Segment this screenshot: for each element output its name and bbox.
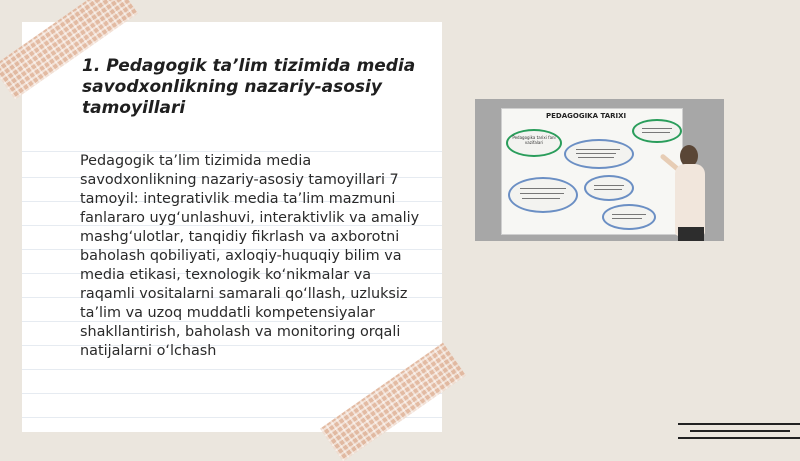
slide-body-text: Pedagogik ta’lim tizimida media savodxonlikning nazariy-asosiy tamoyillari 7 tamoyil: integrativlik media ta’lim mazmuni fanlararo uyg‘unlashuvi, interaktivlik va amaliy mashg‘ulotlar, tanqidiy fikrlash va axborotni baholash qobiliyati, axloqiy-huquqiy bilim va media etikasi, texnologik ko‘nikmalar va raqamli vositalarni samarali qo‘llash, uzluksiz ta’lim va uzoq muddatli kompetensiyalar shakllantirish, baholash va monitoring orqali natijalarni o‘lchash <box>80 153 420 359</box>
teacher-figure <box>675 164 705 236</box>
whiteboard-oval-6 <box>602 204 656 230</box>
decorative-line-1 <box>678 423 800 425</box>
slide-title: 1. Pedagogik ta’lim tizimida media savodxonlikning nazariy-asosiy tamoyillari <box>82 56 416 118</box>
decorative-line-2 <box>690 430 790 432</box>
whiteboard-oval-5 <box>584 175 634 201</box>
whiteboard-oval-4 <box>508 177 578 213</box>
note-paper <box>22 22 442 432</box>
whiteboard-oval-1 <box>506 129 562 157</box>
oval-label-1: Pedagogika tarixi fani <box>512 135 556 140</box>
whiteboard <box>501 108 683 235</box>
teacher-pants <box>678 227 704 241</box>
classroom-photo <box>475 99 724 241</box>
whiteboard-oval-3 <box>632 119 682 143</box>
decorative-line-3 <box>678 437 800 439</box>
oval-label-2: vazifalari <box>524 140 544 145</box>
whiteboard-oval-2 <box>564 139 634 169</box>
whiteboard-title: PEDAGOGIKA TARIXI <box>546 112 627 120</box>
